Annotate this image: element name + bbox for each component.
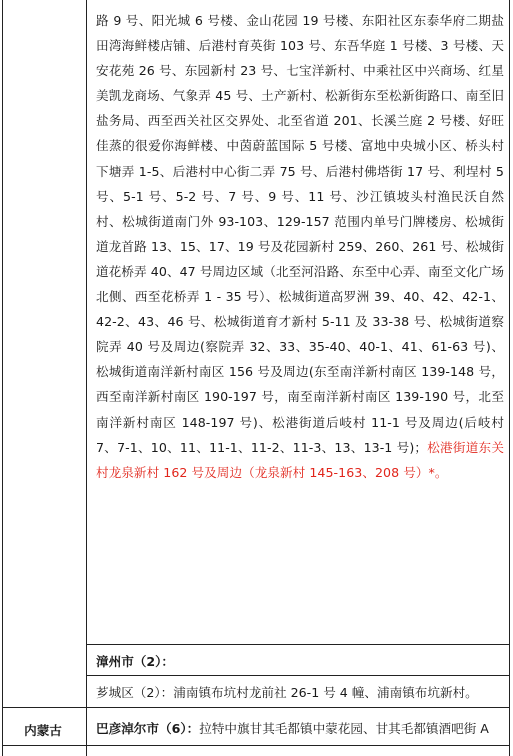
table-bottom-border	[2, 745, 510, 746]
bayannur-row	[96, 719, 489, 739]
table-left-border	[2, 0, 3, 756]
bayannur-address-text: 拉特中旗甘其毛都镇中蒙花园、甘其毛都镇酒吧街 A	[199, 721, 489, 736]
row-divider-1	[86, 644, 510, 645]
bayannur-heading: 巴彦淖尔市（6）：	[96, 721, 200, 736]
address-list-text: 路 9 号、阳光城 6 号楼、金山花园 19 号楼、东阳社区东泰华府二期盐田湾海鲜楼店铺、后港村育英街 103 号、东吾华庭 1 号楼、3 号楼、天安花苑 26 号、东园新村 23 号、七宝洋新村、中乘社区中兴商场、红星美凯龙商场、气象弄 45 号、土产新村、松新街东至松新街路口、南至旧盐务局、西至西关社区交界处、北至省道 201、长溪兰庭 2 号楼、好旺佳蒸的很爱你海鲜楼、中茵蔚蓝国际 5 号楼、富地中央城小区、桥头村下塘弄 1-5、后港村中心街二弄 75 号、后港村佛塔街 17 号、利埕村 5 号、5-1 号、5-2 号、7 号、9 号、11 号、沙江镇坡头村渔民沃自然村、松城街道南门外 93-103、129-157 范围内单号门牌楼房、松城街道龙首路 13、15、17、19 号及花园新村 259、260、261 号、松城街道花桥弄 40、47 号周边区域（北至河沿路、东至中心弄、南至文化广场北侧、西至花桥弄 1 - 35 号）、松城街道高罗洲 39、40、42、42-1、42-2、43、46 号、松城街道育才新村 5-11 及 33-38 号、松城街道察院弄 40 号及周边(察院弄 32、33、35-40、40-1、41、61-63 号)、松城街道南洋新村南区 156 号及周边(东至南洋新村南区 139-148 号，西至南洋新村南区 190-197 号，南至南洋新村南区 139-190 号，北至南洋新村南区 148-197 号)、松港街道后岐村 11-1 号及周边(后岐村 7、7-1、10、11、11-1、11-2、11-3、13、13-1 号)；	[96, 13, 504, 455]
row-divider-3	[2, 707, 510, 708]
zhangzhou-heading: 漳州市（2）：	[96, 654, 175, 669]
table-right-border	[509, 0, 510, 756]
row-divider-2	[86, 675, 510, 676]
highlighted-address-text: 松港街道东关村龙泉新村 162 号及周边（龙泉新村 145-163、208 号）*。	[96, 439, 504, 480]
region-label-neimenggu: 内蒙古	[24, 722, 62, 738]
column-divider	[86, 0, 87, 756]
address-list-block	[96, 8, 504, 485]
zhangzhou-address-text: 芗城区（2）：浦南镇布坑村龙前社 26-1 号 4 幢、浦南镇布坑新村。	[96, 685, 478, 700]
